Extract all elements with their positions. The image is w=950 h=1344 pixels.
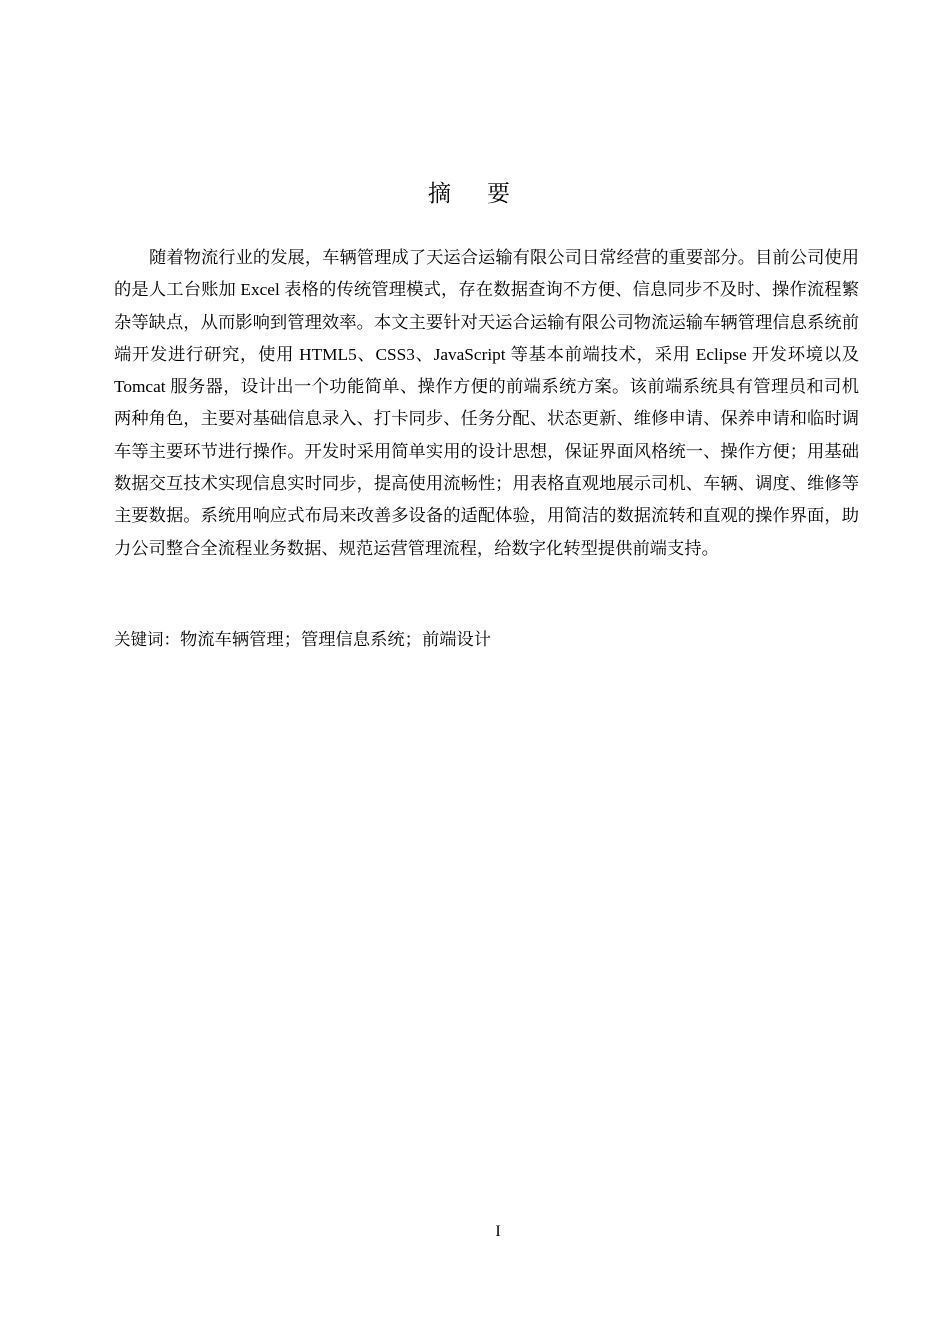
keywords-line xyxy=(114,624,859,656)
keywords-text: 物流车辆管理；管理信息系统；前端设计 xyxy=(180,630,492,649)
abstract-paragraph: 随着物流行业的发展，车辆管理成了天运合运输有限公司日常经营的重要部分。目前公司使用的是人工台账加 Excel 表格的传统管理模式，存在数据查询不方便、信息同步不及时、操作流程繁杂等缺点，从而影响到管理效率。本文主要针对天运合运输有限公司物流运输车辆管理信息系统前端开发进行研究，使用 HTML5、CSS3、JavaScript 等基本前端技术，采用 Eclipse 开发环境以及 Tomcat 服务器，设计出一个功能简单、操作方便的前端系统方案。该前端系统具有管理员和司机两种角色，主要对基础信息录入、打卡同步、任务分配、状态更新、维修申请、保养申请和临时调车等主要环节进行操作。开发时采用简单实用的设计思想，保证界面风格统一、操作方便；用基础数据交互技术实现信息实时同步，提高使用流畅性；用表格直观地展示司机、车辆、调度、维修等主要数据。系统用响应式布局来改善多设备的适配体验，用简洁的数据流转和直观的操作界面，助力公司整合全流程业务数据、规范运营管理流程，给数字化转型提供前端支持。 xyxy=(114,248,859,558)
keywords-label: 关键词： xyxy=(114,630,180,649)
page-number: I xyxy=(495,1223,501,1240)
page-title: 摘要 xyxy=(428,181,546,207)
